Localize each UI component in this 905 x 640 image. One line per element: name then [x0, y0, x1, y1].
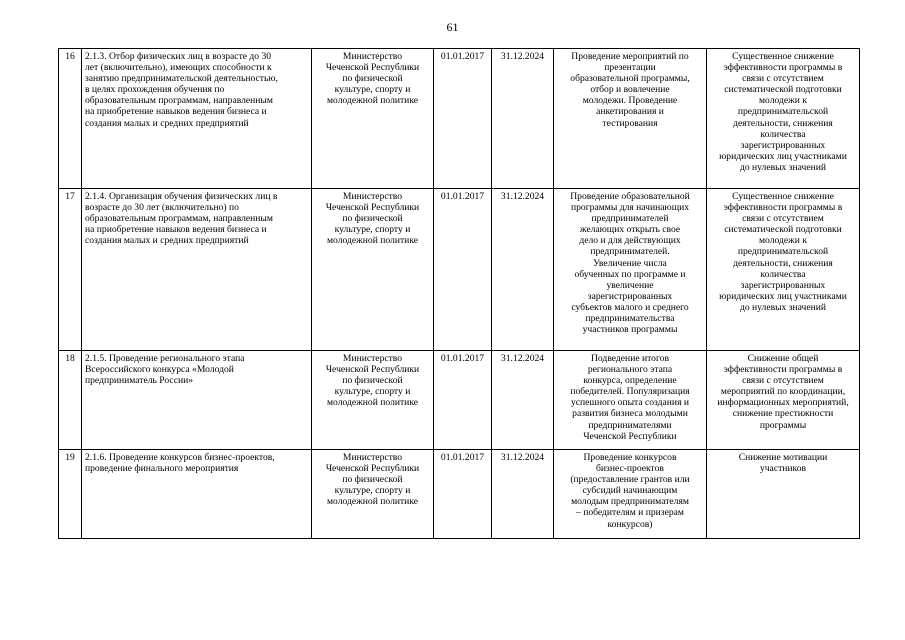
measure-name: 2.1.3. Отбор физических лиц в возрасте до 30 лет (включительно), имеющих способности к занятию предпринимательской деятельностью, в целях прохождения обучения по образовательным программам, направленным на приобретение навыков ведения бизнеса и создания малых и средних предприятий [82, 49, 312, 189]
end-date: 31.12.2024 [492, 351, 554, 450]
responsible-executor: Министерство Чеченской Республики по физической культуре, спорту и молодежной политике [312, 450, 434, 539]
measure-name: 2.1.6. Проведение конкурсов бизнес-проектов, проведение финального мероприятия [82, 450, 312, 539]
table-row [59, 49, 860, 189]
expected-result: Подведение итогов регионального этапа конкурса, определение победителей. Популяризация успешного опыта создания и развития бизнеса молодыми предпринимателями Чеченской Республики [554, 351, 707, 450]
non-implementation-consequence: Снижение общей эффективности программы в связи с отсутствием мероприятий по координации, информационных мероприятий, снижение престижности программы [707, 351, 860, 450]
non-implementation-consequence: Существенное снижение эффективности программы в связи с отсутствием систематической подготовки молодежи к предпринимательской деятельности, снижения количества зарегистрированных юридических лиц участниками до нулевых значений [707, 189, 860, 351]
expected-result: Проведение мероприятий по презентации образовательной программы, отбор и вовлечение молодежи. Проведение анкетирования и тестирования [554, 49, 707, 189]
table-row [59, 189, 860, 351]
non-implementation-consequence: Снижение мотивации участников [707, 450, 860, 539]
start-date: 01.01.2017 [434, 49, 492, 189]
responsible-executor: Министерство Чеченской Республики по физической культуре, спорту и молодежной политике [312, 49, 434, 189]
end-date: 31.12.2024 [492, 189, 554, 351]
start-date: 01.01.2017 [434, 351, 492, 450]
expected-result: Проведение конкурсов бизнес-проектов (предоставление грантов или субсидий начинающим молодым предпринимателям – победителям и призерам конкурсов) [554, 450, 707, 539]
row-number: 18 [59, 351, 82, 450]
responsible-executor: Министерство Чеченской Республики по физической культуре, спорту и молодежной политике [312, 351, 434, 450]
table-row [59, 351, 860, 450]
table-row [59, 450, 860, 539]
row-number: 16 [59, 49, 82, 189]
page-number: 61 [446, 20, 459, 34]
measure-name: 2.1.4. Организация обучения физических лиц в возрасте до 30 лет (включительно) по образовательным программам, направленным на приобретение навыков ведения бизнеса и создания малых и средних предприятий [82, 189, 312, 351]
measures-table [58, 48, 860, 539]
responsible-executor: Министерство Чеченской Республики по физической культуре, спорту и молодежной политике [312, 189, 434, 351]
end-date: 31.12.2024 [492, 450, 554, 539]
row-number: 17 [59, 189, 82, 351]
expected-result: Проведение образовательной программы для начинающих предпринимателей желающих открыть свое дело и для действующих предпринимателей. Увеличение числа обученных по программе и увеличение зарегистрированных субъектов малого и среднего предпринимательства участников программы [554, 189, 707, 351]
row-number: 19 [59, 450, 82, 539]
start-date: 01.01.2017 [434, 450, 492, 539]
end-date: 31.12.2024 [492, 49, 554, 189]
start-date: 01.01.2017 [434, 189, 492, 351]
measure-name: 2.1.5. Проведение регионального этапа Всероссийского конкурса «Молодой предприниматель России» [82, 351, 312, 450]
non-implementation-consequence: Существенное снижение эффективности программы в связи с отсутствием систематической подготовки молодежи к предпринимательской деятельности, снижения количества зарегистрированных юридических лиц участниками до нулевых значений [707, 49, 860, 189]
